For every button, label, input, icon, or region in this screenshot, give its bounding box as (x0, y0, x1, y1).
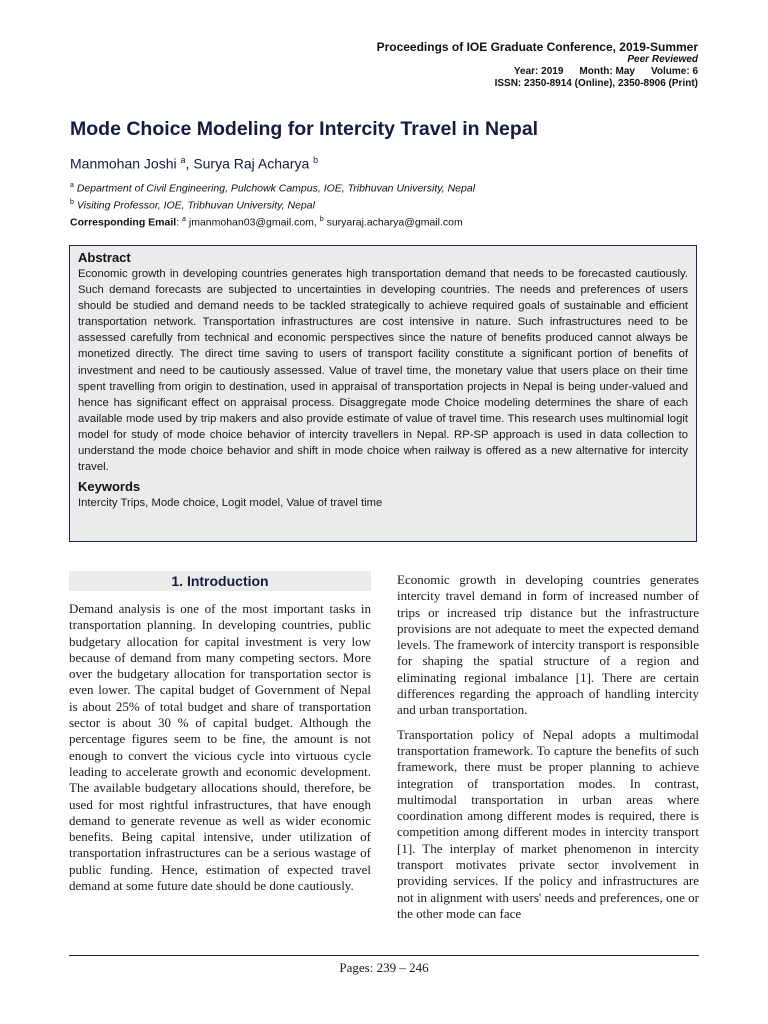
peer-reviewed-label: Peer Reviewed (627, 54, 698, 65)
abstract-box (69, 245, 697, 542)
affiliation-text: Department of Civil Engineering, Pulchowk Campus, IOE, Tribhuvan University, Nepal (76, 182, 476, 195)
author-list: Manmohan Joshi $^a$, Surya Raj Acharya $^b$ (70, 155, 319, 172)
affiliations (70, 179, 710, 230)
body-paragraph: Economic growth in developing countries generates intercity travel demand in form of increased number of trips or increased trip distance but the infrastructure provisions are not adequate to meet the expected demand levels. The framework of intercity transport is responsible for shaping the spatial structure of a region and eliminating regional imbalance [1]. There are certain differences regarding the approach of handling intercity and urban transportation. (397, 572, 699, 718)
email-link[interactable]: suryaraj.acharya@gmail.com (326, 216, 463, 229)
paper-title: Mode Choice Modeling for Intercity Travel in Nepal (70, 118, 539, 140)
body-paragraph: Transportation policy of Nepal adopts a multimodal transportation framework. To capture the benefits of such framework, there must be proper planning to achieve integration of transportation modes. In contrast, multimodal transportation in urban areas where coordination among different modes is required, there is competition among different modes in intercity transport [1]. The interplay of market phenomenon in intercity transport motivates private sector involvement in providing services. If the policy and infrastructures are not in alignment with users' needs and preferences, one or the other mode can face (397, 726, 699, 921)
issue-info (198, 66, 698, 78)
author-name: Surya Raj Acharya (193, 155, 310, 172)
right-column (397, 572, 699, 930)
footer-divider (69, 955, 699, 956)
page-range: Pages: 239 – 246 (339, 960, 429, 975)
year-label: Year: 2019 (513, 66, 564, 77)
affiliation-a (70, 179, 710, 196)
email-superscript: b (319, 216, 324, 223)
volume-label: Volume: 6 (650, 66, 698, 77)
abstract-heading: Abstract (78, 250, 131, 265)
body-paragraph: Demand analysis is one of the most important tasks in transportation planning. In developing countries, public budgetary allocation for capital investment is very low because of demand from many competing sectors. More over the budgetary allocation for transportation sector is even lower. The capital budget of Government of Nepal is about 25% of total budget and share of transportation sector is about 30 % of capital budget. Although the percentage figures seem to be fine, the amount is not enough to convert the vicious cycle into virtuous cycle leading to accelerate growth and economic development. The available budgetary allocations should, therefore, be used for most rightful infrastructures, that have enough demand to generate revenue as well as wider economic benefits. Being capital intensive, under utilization of transportation infrastructures can be a serious wastage of public funding. Hence, estimation of expected travel demand at some future date should be done cautiously. (69, 601, 371, 894)
running-header (198, 40, 698, 90)
section-heading-introduction: 1. Introduction (69, 571, 371, 591)
email-superscript: a (182, 216, 186, 223)
keywords-heading: Keywords (78, 479, 141, 495)
corresponding-email: Corresponding Email: $^a$ jmanmohan03@gmail.com, $^b$ suryaraj.acharya@gmail.com (70, 216, 463, 229)
author-name: Manmohan Joshi (70, 155, 177, 172)
abstract-text: Economic growth in developing countries generates high transportation demand that needs to be forecasted cautiously. Such demand forecasts are subjected to uncertainties in developing countries. The needs and preferences of users should be studied and demand needs to be tackled strategically to achieve required goals of sustainable and efficient transportation network. Transportation infrastructures are cost intensive in nature. Such infrastructures need to be assessed carefully from technical and economic perspectives since the nature of benefits produced cannot always be monetized directly. The direct time saving to users of transport facility constitute a significant portion of benefits of investment and need to be cautiously assessed. Value of travel time, the monetary value that users place on their time spent travelling from origin to destination, used in appraisal of transportation projects in Nepal is being under-valued and hence has significant effect on appraisal process. Disaggregate mode Choice modeling determines the share of each available mode used by trip makers and also provide estimate of value of travel time. This research uses multinomial logit model for study of mode choice behavior of intercity travellers in Nepal. RP-SP approach is used in data collection to understand the mode choice behavior and shift in mode choice when railway is offered as a new alternative for intercity travel. (78, 268, 688, 474)
email-link[interactable]: jmanmohan03@gmail.com (188, 216, 314, 229)
affiliation-superscript: b (70, 199, 74, 206)
keywords-text: Intercity Trips, Mode choice, Logit model, Value of travel time (78, 497, 383, 510)
proceedings-title: Proceedings of IOE Graduate Conference, 2019-Summer (376, 40, 698, 54)
left-column (69, 571, 371, 902)
issn-label: ISSN: 2350-8914 (Online), 2350-8906 (Print) (494, 78, 698, 89)
author-superscript: a (180, 155, 186, 165)
affiliation-b (70, 196, 710, 213)
corresponding-label: Corresponding Email (70, 216, 177, 229)
month-label: Month: May (579, 66, 635, 77)
affiliation-text: Visiting Professor, IOE, Tribhuvan University, Nepal (76, 199, 315, 212)
affiliation-superscript: a (70, 182, 74, 189)
author-superscript: b (313, 155, 319, 165)
